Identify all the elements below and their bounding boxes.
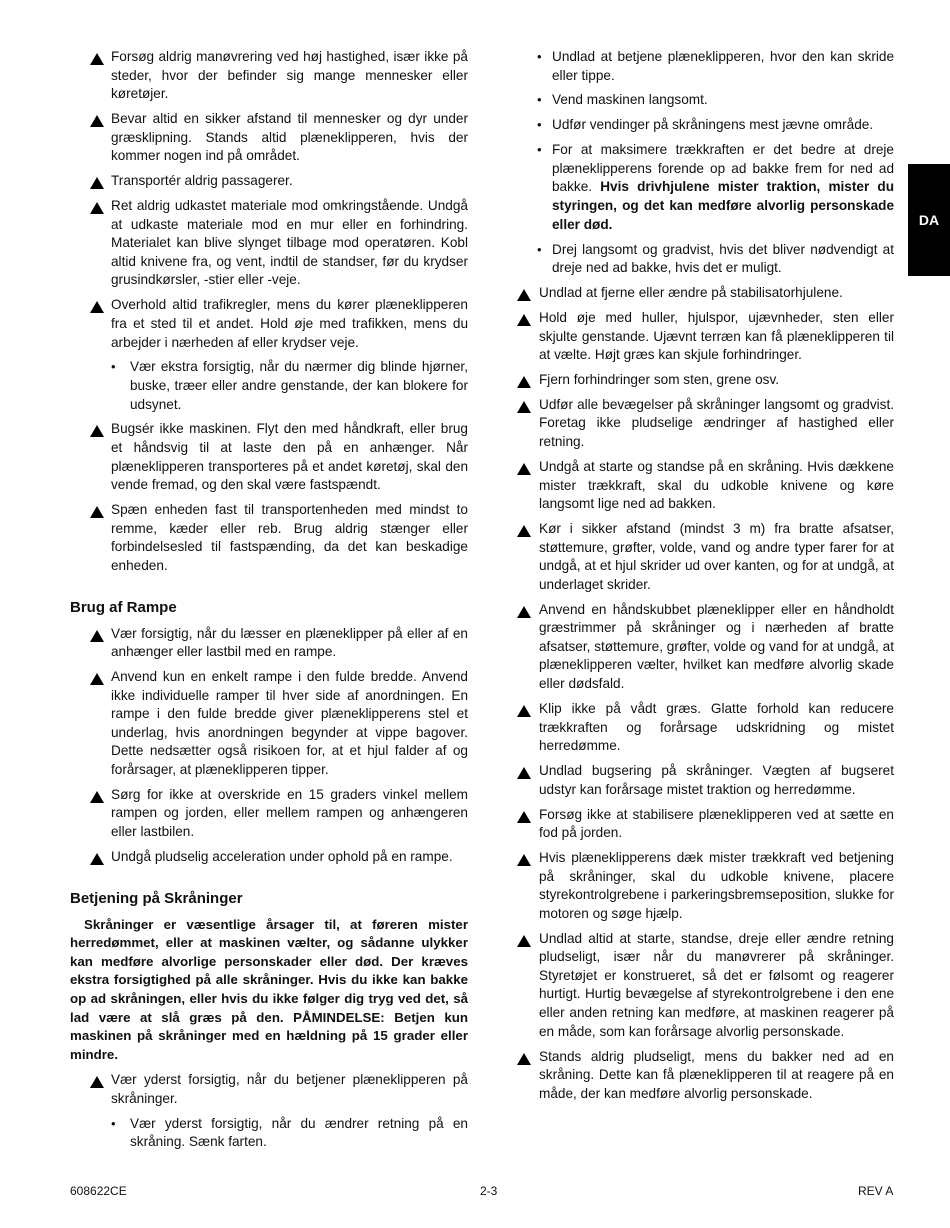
item-text: Undlad at fjerne eller ændre på stabilisatorhjulene.	[539, 285, 843, 301]
item-text: Vær yderst forsigtig, når du betjener plæneklipperen på skråninger.	[111, 1072, 468, 1106]
warning-item	[516, 458, 894, 514]
item-text: For at maksimere trækkraften er det bedre at dreje plæneklipperens forende op ad bakke frem for ned ad bakke.	[552, 142, 894, 195]
item-text: Anvend en håndskubbet plæneklipper eller en håndholdt græstrimmer på skråninger og i nærheden af bratte afsatser, støttemure, grøfter, volde og vand for at undgå, at plæneklipperen vælter, hvilket kan medføre alvorlig skade eller dødsfald.	[539, 601, 894, 692]
item-text: Undgå pludselig acceleration under ophold på en rampe.	[111, 848, 453, 864]
warning-triangle-icon	[90, 506, 104, 518]
left-column	[70, 48, 468, 1158]
bullet-item	[516, 141, 894, 234]
language-tab: DA	[908, 164, 950, 276]
warning-triangle-icon	[90, 853, 104, 865]
warning-item	[70, 110, 468, 166]
warning-triangle-icon	[517, 767, 531, 779]
warning-item	[70, 848, 468, 867]
warning-triangle-icon	[517, 289, 531, 301]
section-heading-ramp: Brug af Rampe	[70, 598, 177, 616]
item-text: Anvend kun en enkelt rampe i den fulde bredde. Anvend ikke individuelle ramper til hver side af anordningen. En rampe i den fulde bredde giver plæneklipperens stel et underlag, hvis anordningen begynder at vippe bagover. Dette nedsætter også risikoen for, at et hjul falder af og forårsager, at plæneklipperen tipper.	[111, 669, 468, 777]
warning-item	[70, 1071, 468, 1108]
warning-triangle-icon	[90, 673, 104, 685]
warning-item	[516, 849, 894, 923]
item-text: Undlad altid at starte, standse, dreje eller ændre retning pludseligt, især når du manøvrerer på skråninger. Styretøjet er konstrueret, så det er følsomt og reagerer hurtigt. Hurtig bevægelse af styrekontrolgrebene i den ene eller anden retning kan medføre, at maskinen reagerer på en måde, som kan forårsage alvorlig personskade.	[539, 930, 894, 1039]
warning-triangle-icon	[517, 463, 531, 475]
item-text: Udfør vendinger på skråningens mest jævne område.	[552, 117, 874, 133]
warning-item	[516, 1048, 894, 1104]
warning-item	[516, 700, 894, 756]
warning-item	[516, 930, 894, 1042]
item-text: Bugsér ikke maskinen. Flyt den med håndkraft, eller brug et håndsvig til at laste den på en anhænger. Når plæneklipperen transporteres på et andet køretøj, skal den vende fremad, og den skal være fastspændt.	[111, 421, 468, 493]
item-text: Vær ekstra forsigtig, når du nærmer dig blinde hjørner, buske, træer eller andre genstande, der kan blokere for udsynet.	[130, 359, 468, 412]
item-text: Forsøg aldrig manøvrering ved høj hastighed, især ikke på steder, hvor der befinder sig mange mennesker eller køretøjer.	[111, 49, 468, 102]
warning-triangle-icon	[517, 401, 531, 413]
item-text: Spæn enheden fast til transportenheden med mindst to remme, kæder eller reb. Brug aldrig stænger eller forbindelsesled til fastspænding, da det kan beskadige enheden.	[111, 502, 468, 573]
general-safety-list	[70, 48, 468, 576]
warning-item	[516, 601, 894, 694]
section-heading-slopes: Betjening på Skråninger	[70, 889, 243, 907]
warning-item	[70, 48, 468, 104]
warning-triangle-icon	[90, 791, 104, 803]
item-text: Stands aldrig pludseligt, mens du bakker ned ad en skråning. Dette kan få plæneklipperen til at reagere på en måde, der kan medføre alvorlig personskade.	[539, 1048, 894, 1101]
bullet-icon: •	[537, 142, 542, 158]
ramp-safety-list	[70, 625, 468, 867]
warning-triangle-icon	[517, 811, 531, 823]
item-text: Transportér aldrig passagerer.	[111, 173, 293, 189]
bullet-icon: •	[537, 92, 542, 108]
bullet-icon: •	[111, 359, 116, 375]
warning-triangle-icon	[517, 935, 531, 947]
warning-triangle-icon	[90, 1076, 104, 1088]
bullet-item	[516, 91, 894, 110]
item-text: Fjern forhindringer som sten, grene osv.	[539, 371, 780, 387]
warning-item	[70, 501, 468, 575]
item-text: Vær forsigtig, når du læsser en plæneklipper på eller af en anhænger eller lastbil med en rampe.	[111, 625, 468, 660]
footer-doc-number: 608622CE	[70, 1184, 127, 1198]
warning-triangle-icon	[90, 202, 104, 214]
warning-triangle-icon	[517, 314, 531, 326]
warning-triangle-icon	[517, 854, 531, 866]
item-text: Vend maskinen langsomt.	[552, 92, 708, 108]
item-text: Klip ikke på vådt græs. Glatte forhold kan reducere trækkraften og forårsage udskridning og mistet herredømme.	[539, 700, 894, 754]
warning-item	[516, 762, 894, 799]
bullet-icon: •	[111, 1115, 116, 1131]
warning-item	[70, 197, 468, 290]
item-text: Undgå at starte og standse på en skråning. Hvis dækkene mister trækkraft, skal du udkoble knivene og køre langsomt lige ned ad bakken.	[539, 458, 894, 512]
warning-triangle-icon	[90, 630, 104, 642]
item-text: Kør i sikker afstand (mindst 3 m) fra bratte afsatser, støttemure, grøfter, volde, vand og andre typer farer for at undgå, at et hjul skrider ud over kanten, og for at undgå, at underlaget skrider.	[539, 521, 894, 592]
item-text: Undlad bugsering på skråninger. Vægten af bugseret udstyr kan forårsage mistet traktion og herredømme.	[539, 763, 894, 797]
bullet-item	[70, 1115, 468, 1152]
warning-item	[516, 396, 894, 452]
item-text: Bevar altid en sikker afstand til mennesker og dyr under græsklipning. Stands altid plæneklipperen, hvis der kommer nogen ind på området.	[111, 111, 468, 164]
warning-item	[70, 786, 468, 842]
bullet-icon: •	[537, 49, 542, 64]
footer-revision: REV A	[858, 1184, 894, 1198]
bullet-item	[516, 116, 894, 135]
right-column	[516, 48, 894, 1110]
slopes-intro-paragraph: Skråninger er væsentlige årsager til, at føreren mister herredømmet, eller at maskinen vælter, og sådanne ulykker kan medføre alvorlige personskader eller død. Der kræves ekstra forsigtighed på alle skråninger. Hvis du ikke kan bakke op ad skråningen, eller hvis du ikke følger dig tryg ved det, så lad være at slå græs på den. PÅMINDELSE: Betjen kun maskinen på skråninger med en hældning på 15 grader eller mindre.	[70, 916, 468, 1062]
warning-triangle-icon	[517, 525, 531, 537]
warning-triangle-icon	[517, 376, 531, 388]
warning-item	[70, 420, 468, 494]
warning-triangle-icon	[90, 115, 104, 127]
item-text: Vær yderst forsigtig, når du ændrer retning på en skråning. Sænk farten.	[130, 1115, 468, 1150]
item-text: Undlad at betjene plæneklipperen, hvor den kan skride eller tippe.	[552, 49, 894, 83]
warning-item	[70, 668, 468, 780]
warning-triangle-icon	[90, 301, 104, 313]
warning-item	[516, 284, 894, 303]
bullet-item	[70, 358, 468, 414]
warning-item	[516, 520, 894, 594]
warning-item	[516, 309, 894, 365]
warning-triangle-icon	[90, 177, 104, 189]
slope-safety-list-continued	[516, 48, 894, 1103]
warning-triangle-icon	[90, 53, 104, 65]
item-text: Ret aldrig udkastet materiale mod omkringstående. Undgå at udkaste materiale mod en mur eller en forhindring. Materialet kan blive slynget tilbage mod operatøren. Kobl altid knivene fra, og vent, indtil de standser, før du krydser grusindkørsler, -stier eller -veje.	[111, 198, 468, 288]
warning-item	[70, 296, 468, 352]
item-text: Hvis plæneklipperens dæk mister trækkraft ved betjening på skråninger, skal du udkoble knivene, placere styrekontrolgrebene i parkeringsbremseposition, slukke for motoren og søge hjælp.	[539, 850, 894, 921]
bullet-item	[516, 48, 894, 85]
item-text: Overhold altid trafikregler, mens du kører plæneklipperen fra et sted til et andet. Hold øje med trafikken, mens du arbejder i nærheden af eller krydser veje.	[111, 297, 468, 350]
warning-triangle-icon	[517, 1053, 531, 1065]
footer-page-number: 2-3	[480, 1184, 498, 1198]
warning-triangle-icon	[517, 705, 531, 717]
slope-safety-list	[70, 1071, 468, 1152]
item-text: Sørg for ikke at overskride en 15 graders vinkel mellem rampen og jorden, eller mellem rampen og anhængeren eller lastbilen.	[111, 786, 468, 840]
warning-item	[70, 172, 468, 191]
bullet-icon: •	[537, 241, 542, 257]
item-text: Drej langsomt og gradvist, hvis det bliver nødvendigt at dreje ned ad bakke, hvis det er muligt.	[552, 241, 894, 276]
warning-item	[70, 625, 468, 662]
warning-triangle-icon	[517, 606, 531, 618]
item-text: Udfør alle bevægelser på skråninger langsomt og gradvist. Foretag ikke pludselige ændringer af hastighed eller retning.	[539, 396, 894, 450]
item-bold-text: Hvis drivhjulene mister traktion, mister du styringen, og det kan medføre alvorlig personskade eller død.	[552, 179, 895, 232]
item-text: Forsøg ikke at stabilisere plæneklipperen ved at sætte en fod på jorden.	[539, 806, 894, 841]
item-text: Hold øje med huller, hjulspor, ujævnheder, sten eller skjulte genstande. Ujævnt terræn kan få plæneklipperen til at vælte. Højt græs kan skjule forhindringer.	[539, 309, 894, 363]
warning-triangle-icon	[90, 425, 104, 437]
bullet-item	[516, 241, 894, 278]
warning-item	[516, 371, 894, 390]
bullet-icon: •	[537, 117, 542, 133]
warning-item	[516, 806, 894, 843]
